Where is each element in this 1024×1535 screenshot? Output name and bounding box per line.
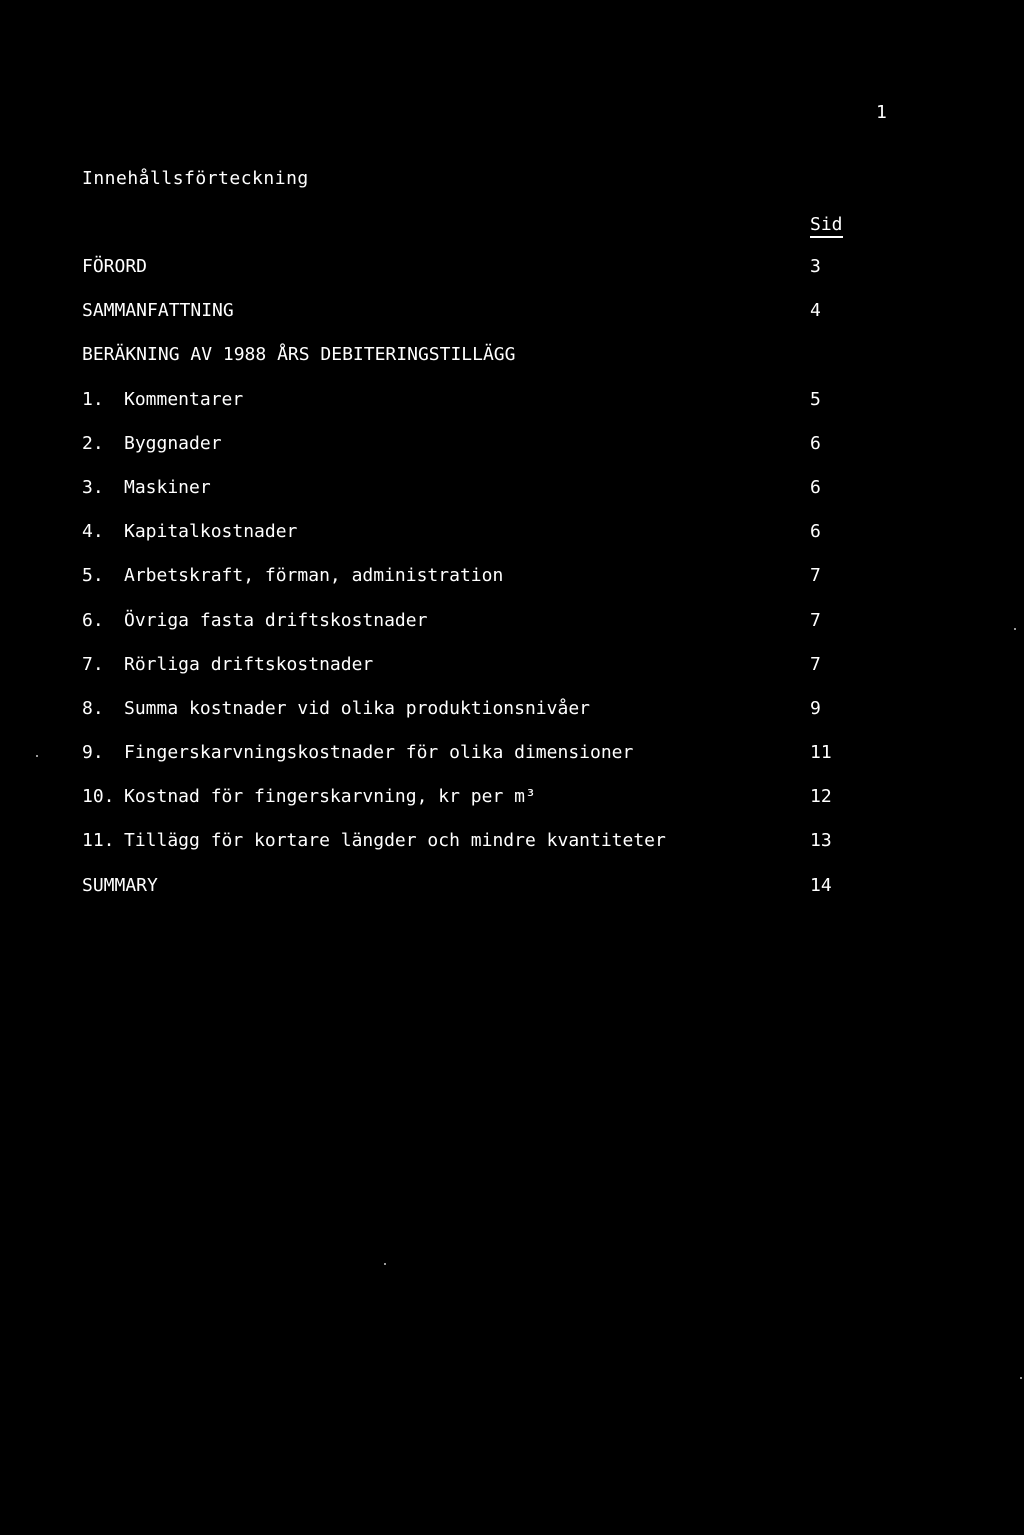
toc-entry-label: Fingerskarvningskostnader för olika dimensioner <box>124 742 634 764</box>
toc-entry-11 <box>0 830 1024 874</box>
toc-entry-9 <box>0 742 1024 786</box>
toc-entry-label: SAMMANFATTNING <box>82 300 234 322</box>
toc-entry-number: 2. <box>82 432 104 454</box>
toc-entry-page: 9 <box>810 697 821 719</box>
toc-entry-page: 13 <box>810 830 832 852</box>
scan-speck <box>384 1263 386 1265</box>
toc-entry-7 <box>0 654 1024 698</box>
toc-entry-page: 11 <box>810 742 832 764</box>
toc-entry-8 <box>0 698 1024 742</box>
toc-entry-page: 3 <box>810 256 821 277</box>
toc-entry-label: Kapitalkostnader <box>124 521 298 543</box>
toc-title: Innehållsförteckning <box>82 168 309 189</box>
toc-entry-label: Kostnad för fingerskarvning, kr per m³ <box>124 786 536 808</box>
scan-speck <box>1020 1377 1022 1379</box>
toc-entry-page: 5 <box>810 388 821 410</box>
toc-entry-forord <box>0 256 1024 300</box>
toc-entry-page: 6 <box>810 432 821 454</box>
toc-entry-2 <box>0 433 1024 477</box>
toc-entry-3 <box>0 477 1024 521</box>
page-number: 1 <box>876 102 887 123</box>
toc-entry-page: 14 <box>810 874 832 896</box>
toc-entry-berakning <box>0 344 1024 388</box>
toc-section-heading: BERÄKNING AV 1988 ÅRS DEBITERINGSTILLÄGG <box>82 344 516 366</box>
toc-entry-summary <box>0 875 1024 919</box>
page-column-header: Sid <box>810 214 843 238</box>
toc-entry-label: Arbetskraft, förman, administration <box>124 565 504 587</box>
toc-entry-sammanfattning <box>0 300 1024 344</box>
toc-entry-number: 5. <box>82 565 104 587</box>
toc-entry-page: 4 <box>810 300 821 322</box>
toc-entry-5 <box>0 565 1024 609</box>
toc-entry-number: 3. <box>82 476 104 498</box>
toc-entry-number: 9. <box>82 742 104 764</box>
toc-entry-page: 6 <box>810 476 821 498</box>
toc-entry-page: 7 <box>810 653 821 675</box>
toc-entry-page: 12 <box>810 786 832 808</box>
toc-entry-label: Summa kostnader vid olika produktionsnivåer <box>124 697 590 719</box>
toc-entry-number: 7. <box>82 653 104 675</box>
toc-entry-4 <box>0 521 1024 565</box>
toc-entry-page: 7 <box>810 565 821 587</box>
toc-entry-number: 1. <box>82 388 104 410</box>
toc-entry-label: Kommentarer <box>124 388 244 410</box>
toc-entry-label: FÖRORD <box>82 256 148 277</box>
scan-speck <box>1014 628 1016 630</box>
toc-entry-label: Tillägg för kortare längder och mindre kvantiteter <box>124 830 666 852</box>
scan-speck <box>36 755 38 757</box>
toc-entry-number: 6. <box>82 609 104 631</box>
toc-entry-label: SUMMARY <box>82 874 158 896</box>
toc-entry-1 <box>0 389 1024 433</box>
toc-entry-number: 8. <box>82 697 104 719</box>
toc-entry-number: 4. <box>82 521 104 543</box>
toc-entry-label: Rörliga driftskostnader <box>124 653 374 675</box>
toc-entry-page: 6 <box>810 521 821 543</box>
toc-entry-page: 7 <box>810 609 821 631</box>
toc-entry-label: Byggnader <box>124 432 222 454</box>
toc-entry-label: Övriga fasta driftskostnader <box>124 609 428 631</box>
toc-entry-number: 10. <box>82 786 115 808</box>
toc-entry-6 <box>0 610 1024 654</box>
toc-list <box>0 256 1024 919</box>
toc-entry-10 <box>0 786 1024 830</box>
toc-entry-label: Maskiner <box>124 476 211 498</box>
toc-entry-number: 11. <box>82 830 115 852</box>
